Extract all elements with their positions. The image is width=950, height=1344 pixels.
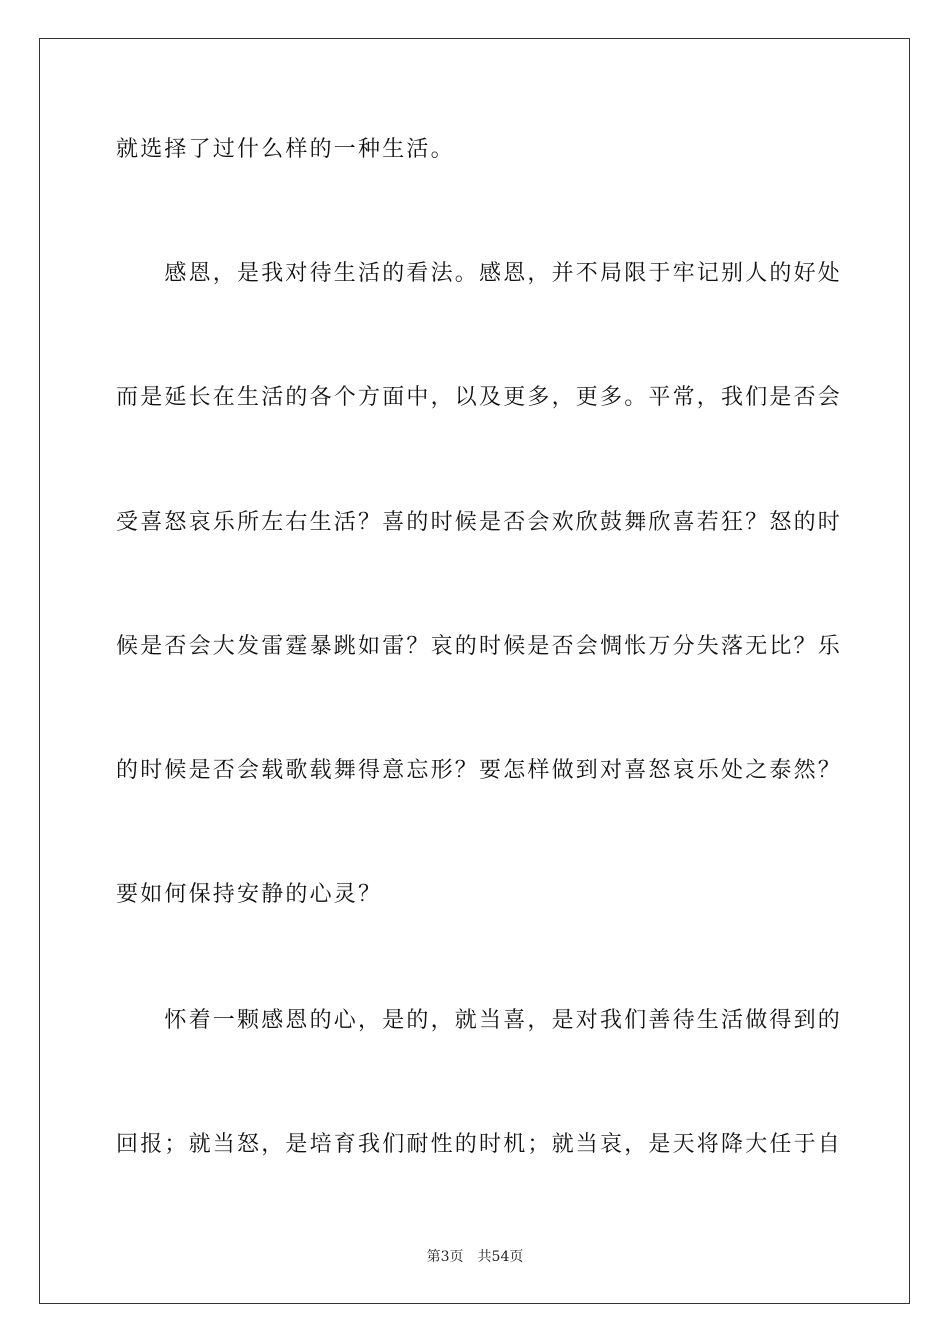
body-text-line: 怀着一颗感恩的心，是的，就当喜，是对我们善待生活做得到的 xyxy=(116,1008,843,1033)
body-text-line: 而是延长在生活的各个方面中，以及更多，更多。平常，我们是否会 xyxy=(116,385,843,410)
body-text-line: 候是否会大发雷霆暴跳如雷？哀的时候是否会惆怅万分失落无比？乐 xyxy=(116,634,843,659)
body-text-line: 受喜怒哀乐所左右生活？喜的时候是否会欢欣鼓舞欣喜若狂？怒的时 xyxy=(116,510,843,535)
body-text-line: 回报；就当怒，是培育我们耐性的时机；就当哀，是天将降大任于自 xyxy=(116,1132,843,1157)
body-text-line: 要如何保持安静的心灵？ xyxy=(116,882,383,907)
body-text-line: 就选择了过什么样的一种生活。 xyxy=(116,137,455,162)
page-border xyxy=(39,38,910,1304)
body-text-line: 的时候是否会载歌载舞得意忘形？要怎样做到对喜怒哀乐处之泰然？ xyxy=(116,758,843,783)
page-number: 第3页 xyxy=(426,1249,464,1265)
body-text-line: 感恩，是我对待生活的看法。感恩，并不局限于牢记别人的好处 xyxy=(116,261,843,286)
page-footer xyxy=(0,1247,950,1267)
page-total: 共54页 xyxy=(477,1249,524,1265)
